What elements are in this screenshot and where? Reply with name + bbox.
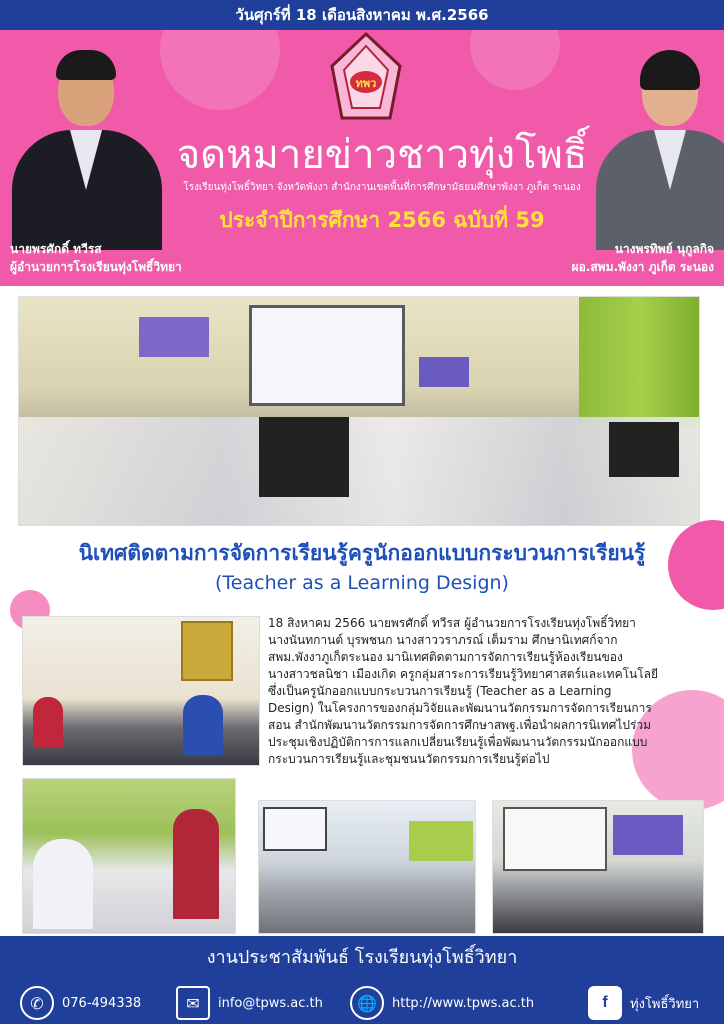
footer-title: งานประชาสัมพันธ์ โรงเรียนทุ่งโพธิ์วิทยา (206, 947, 518, 968)
director-position: ผู้อำนวยการโรงเรียนทุ่งโพธิ์วิทยา (10, 260, 182, 274)
school-subtitle: โรงเรียนทุ่งโพธิ์วิทยา จังหวัดพังงา สำนักงานเขตพื้นที่การศึกษามัธยมศึกษาพังงา ภูเก็ต ระนอง (183, 182, 581, 193)
footer (0, 936, 724, 1024)
decorative-circle (160, 30, 280, 110)
headline-thai: นิเทศติดตามการจัดการเรียนรู้ครูนักออกแบบกระบวนการเรียนรู้ (78, 541, 646, 565)
contact-phone (20, 986, 141, 1020)
director-name: นายพรศักดิ์ ทวีรส (10, 242, 102, 256)
director-portrait (8, 48, 168, 248)
director-caption (10, 240, 182, 276)
website-link[interactable]: http://www.tpws.ac.th (392, 995, 535, 1011)
issue-number: ประจำปีการศึกษา 2566 ฉบับที่ 59 (219, 208, 545, 232)
globe-icon: 🌐 (350, 986, 384, 1020)
contact-email[interactable] (176, 986, 323, 1020)
article-headline (0, 538, 724, 598)
contact-website[interactable] (350, 986, 534, 1020)
decorative-circle (470, 30, 560, 90)
phone-number: 076-494338 (62, 995, 142, 1011)
students-photo (22, 778, 236, 934)
facebook-icon: f (588, 986, 622, 1020)
computer-lab-photo (258, 800, 476, 934)
presentation-photo (492, 800, 704, 934)
facebook-link[interactable]: ทุ่งโพธิ์วิทยา (630, 996, 700, 1012)
main-classroom-photo (18, 296, 700, 526)
article-body: 18 สิงหาคม 2566 นายพรศักดิ์ ทวีรส ผู้อำนวยการโรงเรียนทุ่งโพธิ์วิทยา นางนันทกานต์ บุรพชนก นางสาววราภรณ์ เต็มราม ศึกษานิเทศก์จาก สพม.พังงาภูเก็ตระนอง มานิเทศติดตามการจัดการเรียนรู้ห้องเรียนของ นางสาวชลนิชา เมืองเกิด ครูกลุ่มสาระการเรียนรู้วิทยาศาสตร์และเทคโนโลยี ซึ่งเป็นครูนักออกแบบกระบวนการเรียนรู้ (Teacher as a Learning Design) ในโครงการของกลุ่มวิจัยและพัฒนานวัตกรรมการจัดการเรียนการ สอน สำนักพัฒนานวัตกรรมการจัดการศึกษาสพฐ.เพื่อนำผลการนิเทศไปร่วม ประชุมเชิงปฏิบัติการการแลกเปลี่ยนเรียนรู้เพื่อพัฒนานวัตกรรมนักออกแบบ กระบวนการเรียนรู้และชุมชนนวัตกรรมการเรียนรู้ต่อไป (268, 616, 659, 766)
contact-facebook[interactable] (588, 986, 699, 1020)
officer-name: นางพรทิพย์ นุกูลกิจ (614, 242, 714, 256)
meeting-photo (22, 616, 260, 766)
newsletter-title: จดหมายข่าวชาวทุ่งโพธิ์ (176, 132, 588, 178)
officer-caption (572, 240, 714, 276)
phone-icon: ✆ (20, 986, 54, 1020)
headline-english: (Teacher as a Learning Design) (215, 572, 509, 594)
email-link[interactable]: info@tpws.ac.th (218, 995, 323, 1011)
email-icon: ✉ (176, 986, 210, 1020)
school-logo-icon (330, 32, 402, 124)
newsletter-header (0, 30, 724, 286)
officer-position: ผอ.สพม.พังงา ภูเก็ต ระนอง (571, 260, 714, 274)
date-bar: วันศุกร์ที่ 18 เดือนสิงหาคม พ.ศ.2566 (0, 0, 724, 30)
logo-text: ทพว (355, 77, 377, 90)
